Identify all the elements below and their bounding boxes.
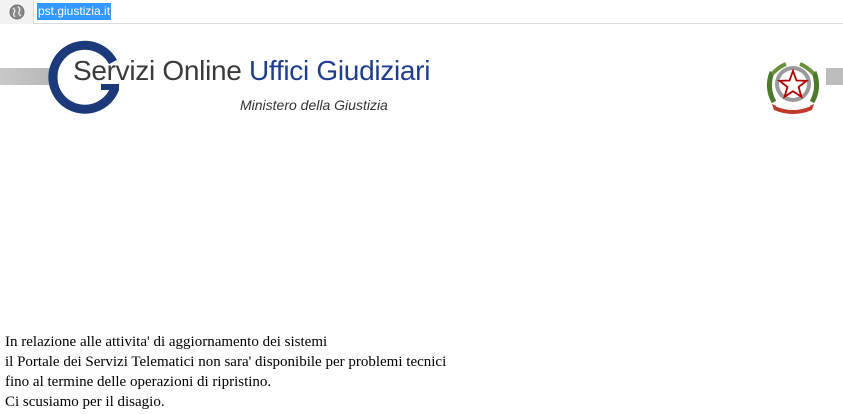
- italian-republic-emblem-icon: [760, 52, 826, 118]
- decorative-band-right: [826, 68, 843, 85]
- globe-icon: [9, 4, 25, 20]
- notice-line: fino al termine delle operazioni di ripristino.: [5, 374, 272, 390]
- logo-subtitle: Ministero della Giustizia: [240, 97, 388, 113]
- logo-title-primary: Servizi Online: [73, 55, 242, 86]
- maintenance-notice: [5, 332, 705, 412]
- address-bar-left-cap: [0, 0, 34, 24]
- notice-line: In relazione alle attivita' di aggiornamento dei sistemi: [5, 334, 328, 350]
- url-text[interactable]: pst.giustizia.it: [38, 4, 111, 18]
- site-header: [0, 38, 843, 123]
- logo-title: [73, 54, 430, 88]
- logo-title-secondary: Uffici Giudiziari: [249, 55, 431, 86]
- notice-line: Ci scusiamo per il disagio.: [5, 394, 165, 410]
- address-bar[interactable]: [0, 0, 843, 24]
- notice-line: il Portale dei Servizi Telematici non sara' disponibile per problemi tecnici: [5, 354, 447, 370]
